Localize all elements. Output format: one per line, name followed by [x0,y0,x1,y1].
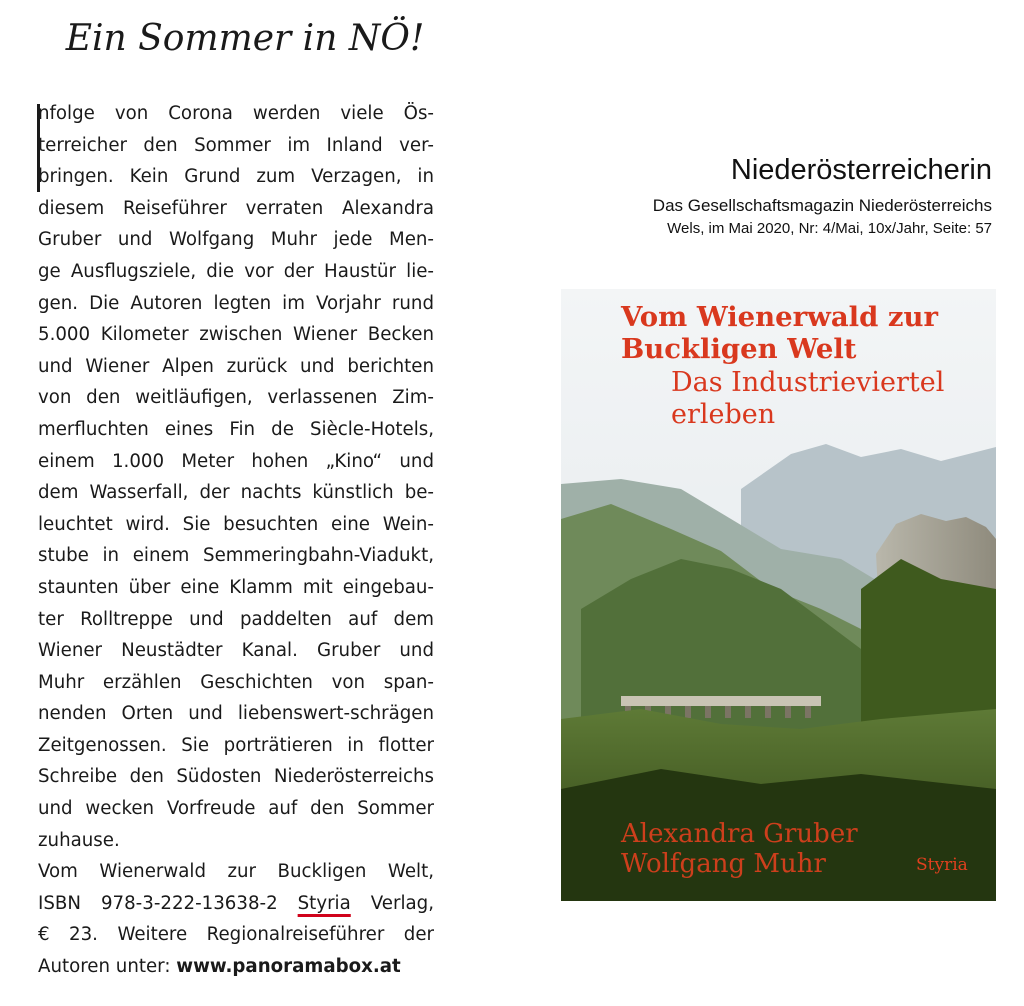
article-line: ter Rolltreppe und paddelten auf dem [38,608,434,630]
article-line: nenden Orten und liebenswert-schrägen [38,703,434,725]
article-line: terreicher den Sommer im Inland ver- [38,134,434,156]
masthead [520,150,992,240]
article-line: und Wiener Alpen zurück und berichten [38,355,434,377]
magazine-meta: Wels, im Mai 2020, Nr: 4/Mai, 10x/Jahr, Seite: 57 [667,220,992,237]
article-line: Zeitgenossen. Sie porträtieren in flotter [38,734,434,756]
cover-publisher-logo: Styria [916,855,968,875]
article-line: merfluchten eines Fin de Siècle-Hotels, [38,418,434,440]
cover-subtitle-line: erleben [671,399,776,430]
article-line: gen. Die Autoren legten im Vorjahr rund [38,292,434,314]
article-body [38,98,434,983]
magazine-title: Niederösterreicherin [730,154,992,186]
cover-title-line: Buckligen Welt [621,333,857,365]
article-line: leuchtet wird. Sie besuchten eine Wein- [38,513,434,535]
isbn: ISBN 978-3-222-13638-2 [38,892,278,914]
book-cover [561,289,996,901]
article-line: stube in einem Semmeringbahn-Viadukt, [38,545,434,567]
verlag-word: Verlag, [370,892,434,914]
article-line: und wecken Vorfreude auf den Sommer [38,798,434,820]
article-line: staunten über eine Klamm mit eingebau- [38,576,434,598]
article-line: Muhr erzählen Geschichten von span- [38,671,434,693]
article-line: dem Wasserfall, der nachts künstlich be- [38,482,434,504]
cover-authors [621,819,858,879]
article-line: diesem Reiseführer verraten Alexandra [38,197,434,219]
article-line: nfolge von Corona werden viele Ös- [38,103,434,124]
article-line: von den weitläufigen, verlassenen Zim- [38,387,434,409]
cover-subtitle [671,367,944,431]
headline: Ein Sommer in NÖ! [65,18,425,59]
article-line: bringen. Kein Grund zum Verzagen, in [38,166,434,188]
url-prefix: Autoren unter: [38,956,171,978]
article-line: ge Ausflugsziele, die vor der Haustür lie- [38,260,434,282]
cover-author: Alexandra Gruber [621,819,858,849]
article-line: Gruber und Wolfgang Muhr jede Men- [38,229,434,251]
article-line: 5.000 Kilometer zwischen Wiener Becken [38,324,434,346]
website-link[interactable]: www.panoramabox.at [176,956,401,978]
article-last-line: zuhause. [38,829,120,851]
article-line: Schreibe den Südosten Niederösterreichs [38,766,434,788]
publisher-name: Styria [297,892,351,914]
book-info-url-line [38,951,434,983]
cover-subtitle-line: Das Industrieviertel [671,367,945,398]
book-info-title: Vom Wienerwald zur Buckligen Welt, [38,861,434,883]
magazine-subtitle: Das Gesellschaftsmagazin Niederösterreichs [652,196,992,215]
book-info-isbn-line [38,888,434,920]
cover-author: Wolfgang Muhr [621,849,826,879]
cover-title [621,301,938,365]
article-line: einem 1.000 Meter hohen „Kino“ und [38,450,434,472]
article-line: Wiener Neustädter Kanal. Gruber und [38,640,434,662]
book-info-price: € 23. Weitere Regionalreiseführer der [38,924,434,946]
cover-title-line: Vom Wienerwald zur [621,301,938,333]
